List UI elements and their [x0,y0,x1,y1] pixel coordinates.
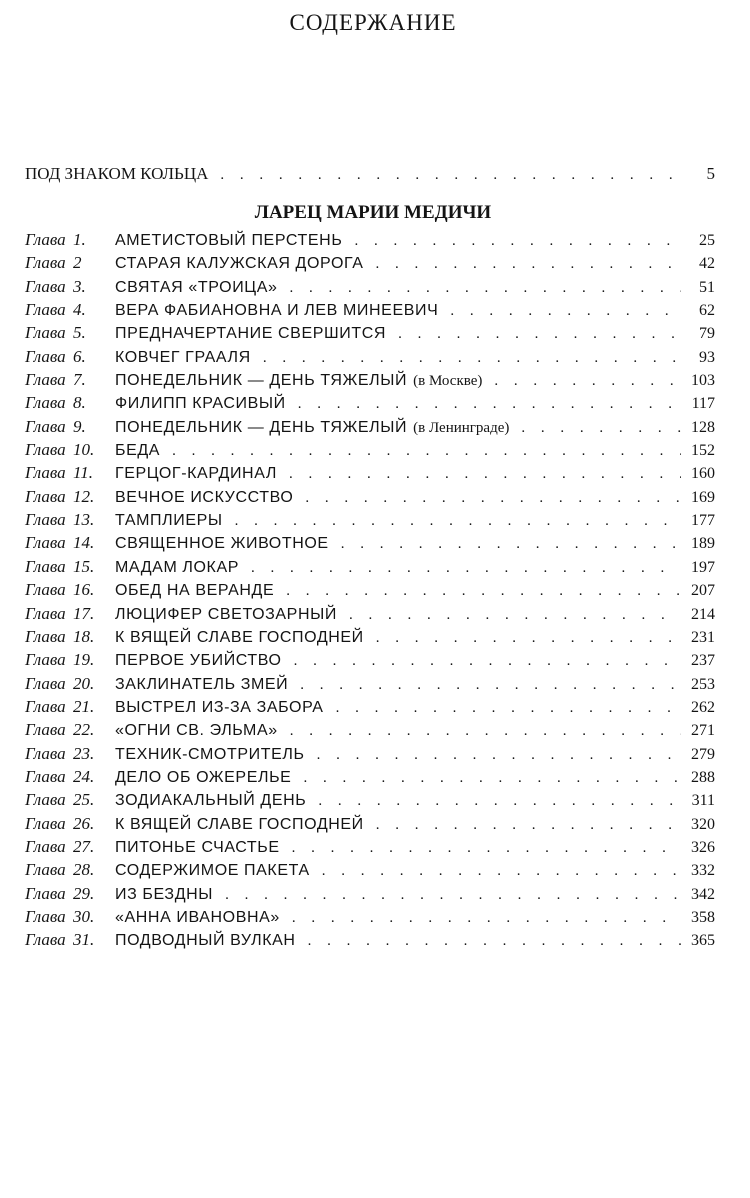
chapter-title [115,582,274,600]
chapter-number: 13. [73,510,95,530]
chapter-number: 25. [73,790,95,810]
chapter-label: Глава [25,580,66,600]
chapter-title [115,442,160,460]
dot-leader [318,794,681,809]
dot-leader [521,421,681,436]
chapter-page-number: 214 [691,605,715,623]
toc-entry-chapter [25,814,715,837]
dot-leader [263,351,681,366]
dot-leader [308,934,681,949]
dot-leader [322,864,681,879]
toc-entry-chapter [25,627,715,650]
chapter-title [115,395,286,413]
chapter-page-number: 311 [691,792,715,810]
dot-leader [341,537,681,552]
chapter-title-text: ПЕРВОЕ УБИЙСТВО [115,652,282,670]
chapter-number: 26. [73,813,95,833]
dot-leader [336,701,681,716]
dot-leader [290,281,681,296]
chapter-label: Глава [25,743,66,763]
chapter-label: Глава [25,393,66,413]
chapter-label: Глава [25,556,66,576]
chapter-number: 20. [73,673,95,693]
chapter-number: 29. [73,883,95,903]
chapter-title-text: ЗАКЛИНАТЕЛЬ ЗМЕЙ [115,675,289,693]
chapter-page-number: 169 [691,488,715,506]
chapter-number: 3. [73,276,86,296]
dot-leader [317,748,681,763]
dot-leader [303,771,681,786]
dot-leader [354,234,681,249]
chapter-label: Глава [25,906,66,926]
chapter-label: Глава [25,486,66,506]
chapter-label: Глава [25,440,66,460]
chapter-page-number: 42 [699,255,715,273]
chapter-title [115,419,509,437]
chapter-page-number: 207 [691,582,715,600]
chapter-title [115,255,363,273]
dot-leader [349,608,681,623]
chapter-title [115,932,296,950]
toc-entry-prologue [25,164,715,184]
chapter-label: Глава [25,696,66,716]
toc-entry-chapter [25,533,715,556]
chapter-page-number: 197 [691,558,715,576]
chapter-title [115,302,438,320]
chapter-title-text: «АННА ИВАНОВНА» [115,908,280,926]
dot-leader [300,678,681,693]
toc-entry-chapter [25,930,715,953]
chapter-number: 12. [73,486,95,506]
chapter-page-number: 189 [691,535,715,553]
chapter-number: 1. [73,230,86,249]
chapter-page-number: 152 [691,442,715,460]
chapter-title [115,699,324,717]
dot-leader [298,397,681,412]
chapter-label: Глава [25,510,66,530]
chapter-title-text: ПИТОНЬЕ СЧАСТЬЕ [115,838,280,856]
chapter-page-number: 117 [691,395,715,413]
chapter-title [115,535,329,553]
chapter-label: Глава [25,860,66,880]
chapter-page-number: 51 [699,278,715,296]
chapter-title [115,372,482,390]
chapter-title-text: ДЕЛО ОБ ОЖЕРЕЛЬЕ [115,768,292,786]
chapter-label: Глава [25,836,66,856]
chapter-label: Глава [25,230,66,249]
chapter-label: Глава [25,533,66,553]
toc-entry-chapter [25,604,715,627]
chapter-page-number: 128 [691,418,715,436]
chapter-title-text: ВЕЧНОЕ ИСКУССТВО [115,488,294,506]
chapter-label: Глава [25,720,66,740]
chapter-page-number: 93 [699,348,715,366]
toc-entry-chapter [25,860,715,883]
chapter-label: Глава [25,346,66,366]
chapter-note: (в Ленинграде) [413,419,510,436]
part-title: ЛАРЕЦ МАРИИ МЕДИЧИ [254,202,492,223]
toc-entry-chapter [25,370,715,393]
chapter-title-text: СОДЕРЖИМОЕ ПАКЕТА [115,862,310,880]
chapter-title-text: К ВЯЩЕЙ СЛАВЕ ГОСПОДНЕЙ [115,628,364,646]
chapter-title-text: СВЯЩЕННОЕ ЖИВОТНОЕ [115,535,329,553]
toc-entry-chapter [25,837,715,860]
toc-entry-chapter [25,300,715,323]
toc-entry-chapter [25,884,715,907]
chapter-title-text: СТАРАЯ КАЛУЖСКАЯ ДОРОГА [115,255,364,273]
dot-leader [290,724,681,739]
chapter-label: Глава [25,626,66,646]
toc-entry-chapter [25,440,715,463]
toc-entry-chapter [25,557,715,580]
chapter-page-number: 103 [691,372,715,390]
dot-leader [220,168,681,183]
chapter-title [115,769,291,787]
chapter-title [115,886,213,904]
toc-entry-chapter [25,720,715,743]
chapter-number: 11. [73,463,93,483]
toc-entry-chapter [25,907,715,930]
chapter-title-text: ПОДВОДНЫЙ ВУЛКАН [115,932,296,950]
chapter-label: Глава [25,300,66,320]
chapter-number: 23. [73,743,95,763]
chapter-number: 17. [73,603,95,623]
dot-leader [376,818,681,833]
chapter-title-text: ВЕРА ФАБИАНОВНА И ЛЕВ МИНЕЕВИЧ [115,302,439,320]
dot-leader [305,491,681,506]
chapter-number: 7. [73,370,86,390]
chapter-title [115,606,337,624]
chapter-title-text: БЕДА [115,442,161,460]
toc-entry-chapter [25,674,715,697]
chapter-number: 4. [73,300,86,320]
toc-entry-chapter [25,230,715,253]
chapter-number: 18. [73,626,95,646]
chapter-page-number: 231 [691,628,715,646]
chapter-title-text: ПОНЕДЕЛЬНИК — ДЕНЬ ТЯЖЕЛЫЙ [115,418,408,436]
chapter-title [115,489,293,507]
chapter-page-number: 332 [691,862,715,880]
chapter-number: 8. [73,393,86,413]
dot-leader [376,631,681,646]
chapter-number: 24. [73,766,95,786]
dot-leader [172,444,681,459]
chapter-title-text: АМЕТИСТОВЫЙ ПЕРСТЕНЬ [115,232,343,249]
chapter-label: Глава [25,790,66,810]
dot-leader [450,304,681,319]
chapter-title-text: К ВЯЩЕЙ СЛАВЕ ГОСПОДНЕЙ [115,815,364,833]
chapter-number: 5. [73,323,86,343]
chapter-title-text: МАДАМ ЛОКАР [115,558,240,576]
chapter-title [115,652,282,670]
chapter-title [115,746,305,764]
chapter-page-number: 326 [691,838,715,856]
dot-leader [289,467,681,482]
dot-leader [292,841,681,856]
chapter-number: 16. [73,580,95,600]
chapter-title [115,862,310,880]
dot-leader [294,654,681,669]
toc-entry-chapter [25,253,715,276]
toc-entry-chapter [25,393,715,416]
toc-entry-chapter [25,790,715,813]
chapter-title-text: СВЯТАЯ «ТРОИЦА» [115,278,278,296]
chapter-label: Глава [25,930,66,950]
chapter-note: (в Москве) [413,373,483,390]
chapter-title [115,232,342,250]
chapter-title-text: «ОГНИ СВ. ЭЛЬМА» [115,722,278,740]
chapter-label: Глава [25,463,66,483]
chapter-number: 10. [73,440,95,460]
chapter-title [115,816,364,834]
toc-entry-chapter [25,323,715,346]
chapter-page-number: 279 [691,745,715,763]
chapter-title [115,909,280,927]
chapter-title [115,559,239,577]
chapter-number: 22. [73,720,95,740]
chapter-title [115,676,288,694]
chapter-title-text: ЛЮЦИФЕР СВЕТОЗАРНЫЙ [115,605,337,623]
chapter-title-text: ЗОДИАКАЛЬНЫЙ ДЕНЬ [115,792,307,810]
chapter-page-number: 320 [691,815,715,833]
chapter-number: 30. [73,906,95,926]
chapter-number: 9. [73,416,86,436]
prologue-page-number: 5 [706,164,715,183]
chapter-number: 21. [73,696,95,716]
toc-entry-chapter [25,347,715,370]
chapter-title-text: ВЫСТРЕЛ ИЗ-ЗА ЗАБОРА [115,698,324,716]
chapter-title-text: ТАМПЛИЕРЫ [115,512,223,530]
chapter-page-number: 237 [691,652,715,670]
dot-leader [375,257,681,272]
chapter-label: Глава [25,370,66,390]
prologue-title: ПОД ЗНАКОМ КОЛЬЦА [25,164,209,183]
chapter-label: Глава [25,883,66,903]
toc-entry-chapter [25,744,715,767]
chapter-title-text: ГЕРЦОГ-КАРДИНАЛ [115,465,277,483]
chapter-label: Глава [25,276,66,296]
chapter-number: 6. [73,346,86,366]
chapter-title-text: КОВЧЕГ ГРААЛЯ [115,348,251,366]
dot-leader [251,561,681,576]
chapter-page-number: 288 [691,768,715,786]
chapter-page-number: 62 [699,302,715,320]
chapter-label: Глава [25,323,66,343]
toc-entry-chapter [25,487,715,510]
chapter-title [115,792,306,810]
chapter-label: Глава [25,766,66,786]
dot-leader [286,584,681,599]
chapter-page-number: 271 [691,722,715,740]
chapter-title [115,512,223,530]
dot-leader [494,374,681,389]
chapter-label: Глава [25,603,66,623]
chapter-number: 27. [73,836,95,856]
chapter-title-text: ПРЕДНАЧЕРТАНИЕ СВЕРШИТСЯ [115,325,387,343]
toc-entry-chapter [25,767,715,790]
chapter-list [25,230,715,954]
toc-entry-chapter [25,417,715,440]
chapter-number: 31. [73,930,95,950]
chapter-title [115,465,277,483]
dot-leader [235,514,681,529]
page-title: СОДЕРЖАНИЕ [289,10,457,35]
chapter-title [115,325,386,343]
chapter-label: Глава [25,673,66,693]
chapter-title [115,722,278,740]
chapter-title-text: ОБЕД НА ВЕРАНДЕ [115,582,275,600]
toc-entry-chapter [25,697,715,720]
chapter-label: Глава [25,813,66,833]
chapter-number: 14. [73,533,95,553]
chapter-title-text: ФИЛИПП КРАСИВЫЙ [115,395,286,413]
chapter-number: 15. [73,556,95,576]
toc-entry-chapter [25,277,715,300]
chapter-number: 28. [73,860,95,880]
chapter-title-text: ПОНЕДЕЛЬНИК — ДЕНЬ ТЯЖЕЛЫЙ [115,372,408,390]
toc-entry-chapter [25,650,715,673]
dot-leader [398,327,681,342]
toc-entry-chapter [25,463,715,486]
chapter-label: Глава [25,253,66,273]
chapter-title-text: ИЗ БЕЗДНЫ [115,885,214,903]
chapter-page-number: 177 [691,512,715,530]
chapter-page-number: 79 [699,325,715,343]
chapter-title [115,839,280,857]
chapter-title [115,349,251,367]
toc-entry-chapter [25,510,715,533]
chapter-page-number: 160 [691,465,715,483]
dot-leader [292,911,681,926]
chapter-number: 19. [73,650,95,670]
toc-entry-chapter [25,580,715,603]
chapter-title [115,279,278,297]
chapter-page-number: 253 [691,675,715,693]
dot-leader [225,888,681,903]
chapter-page-number: 25 [699,232,715,249]
chapter-page-number: 365 [691,932,715,950]
chapter-page-number: 358 [691,908,715,926]
chapter-label: Глава [25,650,66,670]
chapter-label: Глава [25,416,66,436]
chapter-page-number: 342 [691,885,715,903]
chapter-number: 2 [73,253,82,273]
chapter-page-number: 262 [691,698,715,716]
chapter-title-text: ТЕХНИК-СМОТРИТЕЛЬ [115,745,305,763]
chapter-title [115,629,364,647]
